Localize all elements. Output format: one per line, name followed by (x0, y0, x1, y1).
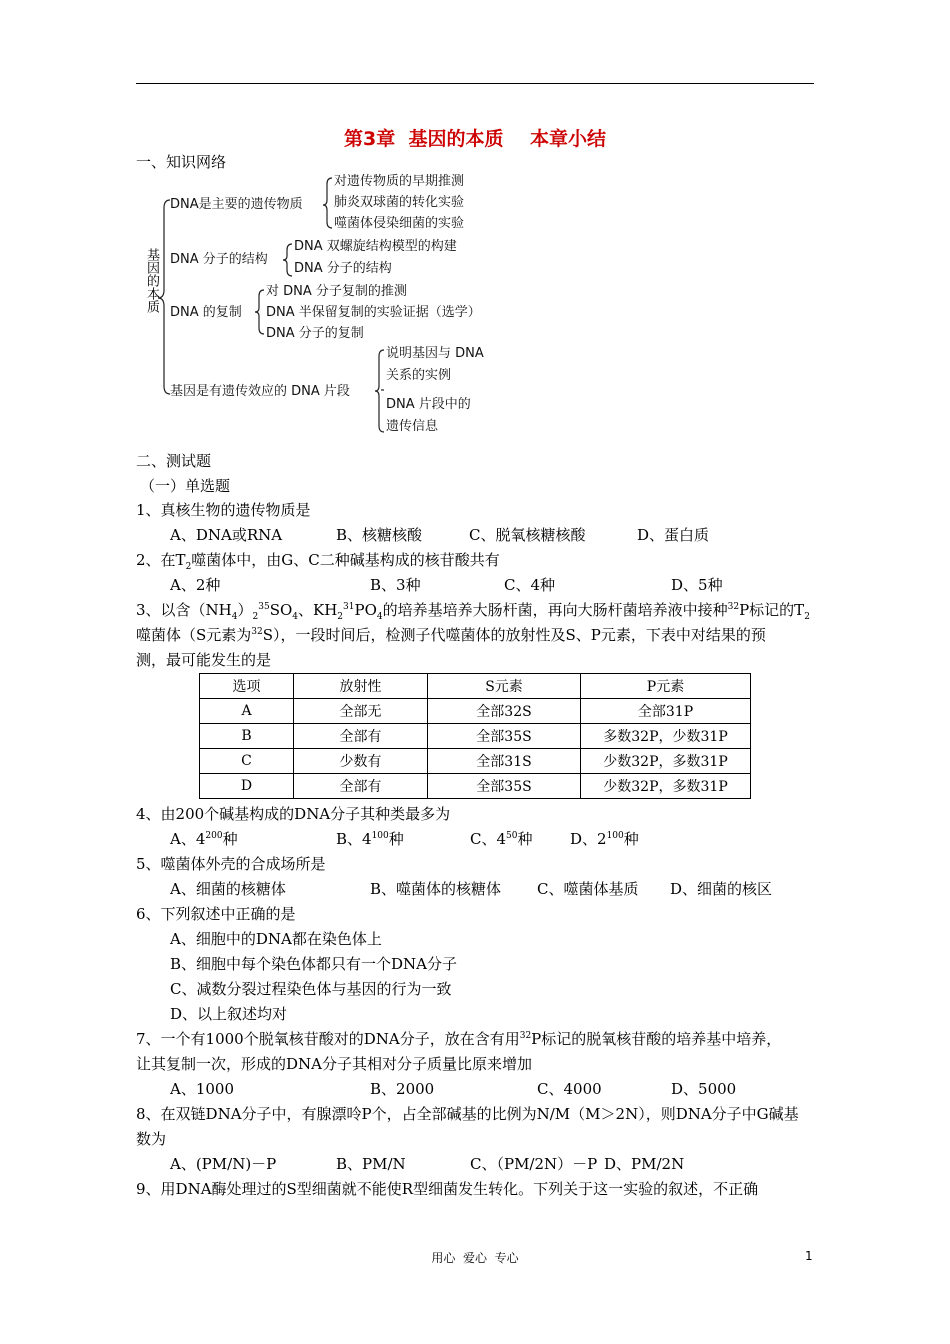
question-6-stem: 6、下列叙述中正确的是 (136, 905, 296, 923)
question-8-line-2: 数为 (136, 1130, 167, 1148)
diagram-branch-3: DNA 的复制 (170, 305, 242, 320)
section-heading-test: 二、测试题 (136, 452, 212, 470)
table-header: 选项 (200, 674, 294, 699)
section-heading-knowledge: 一、知识网络 (136, 153, 227, 171)
diagram-leaf: 关系的实例 (386, 368, 452, 383)
question-5-option-c: C、噬菌体基质 (537, 880, 639, 898)
question-1-option-a: A、DNA或RNA (170, 526, 283, 544)
diagram-leaf: 噬菌体侵染细菌的实验 (334, 216, 465, 231)
page-number: 1 (805, 1249, 813, 1263)
page-title: 第3章 基因的本质 本章小结 (344, 128, 606, 150)
diagram-leaf: DNA 双螺旋结构模型的构建 (294, 239, 457, 254)
question-3-line-1: 3、以含$(NH_4)_2^{35}SO_4$、$KH_2^{31}PO_4$的培养基培养大肠杆菌，再向大肠杆菌培养液中接种$^{32}$P标记的$T_2$ (136, 601, 810, 622)
table-header: S元素 (428, 674, 581, 699)
results-table (199, 673, 751, 799)
question-3-line-3: 测，最可能发生的是 (136, 651, 272, 669)
table-row (200, 699, 751, 724)
diagram-leaf: 肺炎双球菌的转化实验 (334, 195, 465, 210)
diagram-leaf: DNA 片段中的 (386, 397, 471, 412)
question-2-option-b: B、3种 (370, 576, 421, 594)
question-4-option-a: A、$4^{200}$种 (170, 830, 238, 848)
question-8-option-a: A、(PM/N)－P (170, 1155, 277, 1173)
table-cell: 全部32S (428, 699, 581, 724)
table-cell: 全部35S (428, 774, 581, 799)
table-cell: 全部有 (294, 774, 428, 799)
question-5-option-a: A、细菌的核糖体 (170, 880, 286, 898)
diagram-branch-4: 基因是有遗传效应的 DNA 片段 (170, 384, 350, 399)
diagram-root: 基因的本质 (144, 248, 159, 313)
table-cell: C (200, 749, 294, 774)
table-cell: D (200, 774, 294, 799)
table-header: 放射性 (294, 674, 428, 699)
header-rule (136, 83, 814, 84)
question-2-option-d: D、5种 (671, 576, 723, 594)
question-7-option-a: A、1000 (170, 1080, 235, 1098)
question-6-option-a: A、细胞中的DNA都在染色体上 (170, 930, 382, 948)
diagram-leaf: 对遗传物质的早期推测 (334, 174, 465, 189)
diagram-branch-1: DNA是主要的遗传物质 (170, 197, 303, 212)
question-6-option-c: C、减数分裂过程染色体与基因的行为一致 (170, 980, 452, 998)
table-row (200, 774, 751, 799)
diagram-branch-2: DNA 分子的结构 (170, 252, 268, 267)
question-1-option-c: C、脱氧核糖核酸 (469, 526, 586, 544)
question-1-stem: 1、真核生物的遗传物质是 (136, 501, 311, 519)
table-row (200, 749, 751, 774)
diagram-leaf: DNA 分子的复制 (266, 326, 364, 341)
table-header: P元素 (581, 674, 751, 699)
question-3-line-2: 噬菌体（S元素为$^{32}$S），一段时间后，检测子代噬菌体的放射性及S、P元素，下表中对结果的预 (136, 626, 766, 644)
question-4-option-d: D、$2^{100}$种 (570, 830, 639, 848)
knowledge-network-diagram (134, 170, 514, 442)
diagram-leaf: DNA 分子的结构 (294, 261, 392, 276)
question-8-option-d: D、PM/2N (604, 1155, 685, 1173)
subsection-single-choice: （一）单选题 (140, 477, 231, 495)
table-header-row (200, 674, 751, 699)
question-6-option-b: B、细胞中每个染色体都只有一个DNA分子 (170, 955, 458, 973)
question-5-stem: 5、噬菌体外壳的合成场所是 (136, 855, 326, 873)
table-cell: 少数有 (294, 749, 428, 774)
table-cell: 全部无 (294, 699, 428, 724)
question-7-option-c: C、4000 (537, 1080, 602, 1098)
diagram-leaf: 说明基因与 DNA (386, 346, 484, 361)
table-row (200, 724, 751, 749)
question-1-option-b: B、核糖核酸 (336, 526, 423, 544)
question-2-stem: 2、在$T_2$噬菌体中，由G、C二种碱基构成的核苷酸共有 (136, 551, 500, 572)
question-7-line-2: 让其复制一次，形成的DNA分子其相对分子质量比原来增加 (136, 1055, 532, 1073)
table-cell: 全部31P (581, 699, 751, 724)
question-7-line-1: 7、一个有1000个脱氧核苷酸对的DNA分子，放在含有用$^{32}$P标记的脱氧核苷酸的培养基中培养， (136, 1030, 782, 1048)
question-8-option-c: C、（PM/2N）－P (470, 1155, 598, 1173)
diagram-leaf: 遗传信息 (386, 419, 439, 434)
table-cell: 少数32P，多数31P (581, 774, 751, 799)
table-cell: 少数32P，多数31P (581, 749, 751, 774)
question-4-stem: 4、由200个碱基构成的DNA分子其种类最多为 (136, 805, 451, 823)
question-6-option-d: D、以上叙述均对 (170, 1005, 288, 1023)
question-5-option-d: D、细菌的核区 (670, 880, 773, 898)
question-2-option-a: A、2种 (170, 576, 221, 594)
question-7-option-b: B、2000 (370, 1080, 435, 1098)
table-cell: 全部有 (294, 724, 428, 749)
question-5-option-b: B、噬菌体的核糖体 (370, 880, 502, 898)
diagram-leaf: DNA 半保留复制的实验证据（选学） (266, 305, 481, 320)
diagram-leaf: 对 DNA 分子复制的推测 (266, 284, 407, 299)
table-cell: 全部31S (428, 749, 581, 774)
table-cell: 全部35S (428, 724, 581, 749)
question-8-option-b: B、PM/N (336, 1155, 406, 1173)
question-9-line-1: 9、用DNA酶处理过的S型细菌就不能使R型细菌发生转化。下列关于这一实验的叙述，不正确 (136, 1180, 759, 1198)
table-cell: B (200, 724, 294, 749)
question-4-option-c: C、$4^{50}$种 (470, 830, 533, 848)
question-4-option-b: B、$4^{100}$种 (336, 830, 404, 848)
question-8-line-1: 8、在双链DNA分子中，有腺漂呤P个，占全部碱基的比例为N/M（M＞2N），则DNA分子中G碱基 (136, 1105, 799, 1123)
table-cell: A (200, 699, 294, 724)
question-2-option-c: C、4种 (504, 576, 556, 594)
question-7-option-d: D、5000 (671, 1080, 737, 1098)
page-footer: 用心 爱心 专心 (431, 1251, 519, 1265)
question-1-option-d: D、蛋白质 (637, 526, 710, 544)
table-cell: 多数32P，少数31P (581, 724, 751, 749)
